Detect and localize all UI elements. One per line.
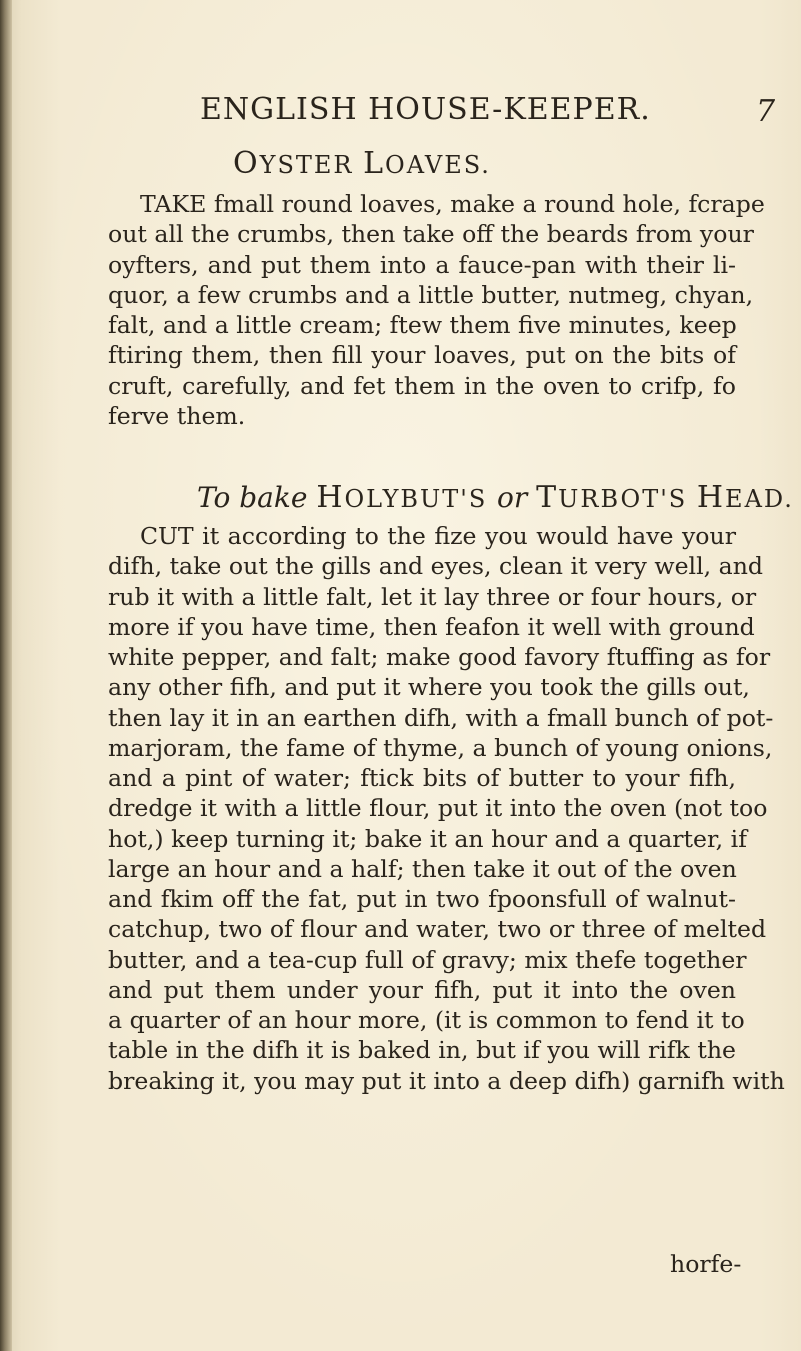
title-smallcaps: OLYBUT'S bbox=[344, 485, 497, 513]
text-line: and put them under your fifh, put it into the oven bbox=[108, 975, 736, 1004]
text-line: rub it with a little falt, let it lay three or four hours, or bbox=[108, 582, 757, 611]
text-line: and a pint of water; ftick bits of butter to your fifh, bbox=[108, 764, 736, 792]
title-initial: H bbox=[696, 480, 726, 515]
text-line: cruft, carefully, and fet them in the oven to crifp, fo bbox=[108, 371, 736, 400]
text-line: white pepper, and falt; make good favory ftuffing as for bbox=[108, 643, 771, 671]
text-line: dredge it with a little flour, put it into the oven (not too bbox=[108, 794, 768, 823]
text-line: table in the difh it is baked in, but if you will rifk the bbox=[108, 1036, 736, 1065]
catchword: horfe- bbox=[670, 1250, 742, 1278]
text-line: more if you have time, then feafon it well with ground bbox=[108, 612, 755, 641]
text-line: breaking it, you may put it into a deep difh) garnifh with bbox=[108, 1066, 785, 1095]
recipe-paragraph-turbot-head bbox=[108, 521, 785, 1096]
text-line: large an hour and a half; then take it out of the oven bbox=[108, 854, 737, 883]
title-smallcaps: EAD. bbox=[725, 485, 794, 513]
text-line: marjoram, the fame of thyme, a bunch of young onions, bbox=[108, 733, 773, 762]
section-title-oyster-loaves bbox=[233, 146, 491, 181]
text-line: hot,) keep turning it; bake it an hour and a quarter, if bbox=[108, 824, 747, 853]
title-italic: To bake bbox=[197, 481, 317, 514]
text-line: ferve them. bbox=[108, 401, 246, 430]
text-line: any other fifh, and put it where you took the gills out, bbox=[108, 673, 750, 702]
text-line: out all the crumbs, then take off the beards from your bbox=[108, 220, 754, 249]
title-initial: H bbox=[316, 480, 345, 515]
binding-edge bbox=[0, 0, 12, 1351]
title-smallcaps: OAVES. bbox=[385, 151, 491, 179]
section-title-turbot-head bbox=[197, 480, 794, 515]
recipe-paragraph-oyster-loaves bbox=[108, 189, 765, 431]
title-initial: L bbox=[363, 146, 386, 181]
page-number: 7 bbox=[756, 94, 776, 129]
text-line: quor, a few crumbs and a little butter, nutmeg, chyan, bbox=[108, 280, 754, 309]
running-head: ENGLISH HOUSE-KEEPER. bbox=[200, 92, 651, 127]
text-line: difh, take out the gills and eyes, clean it very well, and bbox=[108, 552, 764, 581]
text-line: oyfters, and put them into a fauce-pan with their li- bbox=[108, 250, 736, 279]
text-line: catchup, two of flour and water, two or three of melted bbox=[108, 915, 767, 944]
text-line: ftiring them, then fill your loaves, put on the bits of bbox=[108, 341, 736, 370]
text-line: CUT it according to the fize you would have your bbox=[140, 522, 736, 550]
text-line: butter, and a tea-cup full of gravy; mix thefe together bbox=[108, 945, 747, 974]
text-line: falt, and a little cream; ftew them five minutes, keep bbox=[108, 311, 737, 339]
text-line: a quarter of an hour more, (it is common to fend it to bbox=[108, 1006, 745, 1034]
text-line: then lay it in an earthen difh, with a fmall bunch of pot- bbox=[108, 703, 774, 732]
text-line: and fkim off the fat, put in two fpoonsfull of walnut- bbox=[108, 885, 736, 913]
title-smallcaps: URBOT'S bbox=[558, 485, 697, 513]
text-line: TAKE fmall round loaves, make a round hole, fcrape bbox=[140, 190, 765, 218]
title-initial: O bbox=[233, 146, 260, 181]
title-smallcaps: YSTER bbox=[259, 151, 364, 179]
title-initial: T bbox=[536, 480, 559, 515]
title-italic: or bbox=[496, 481, 537, 514]
